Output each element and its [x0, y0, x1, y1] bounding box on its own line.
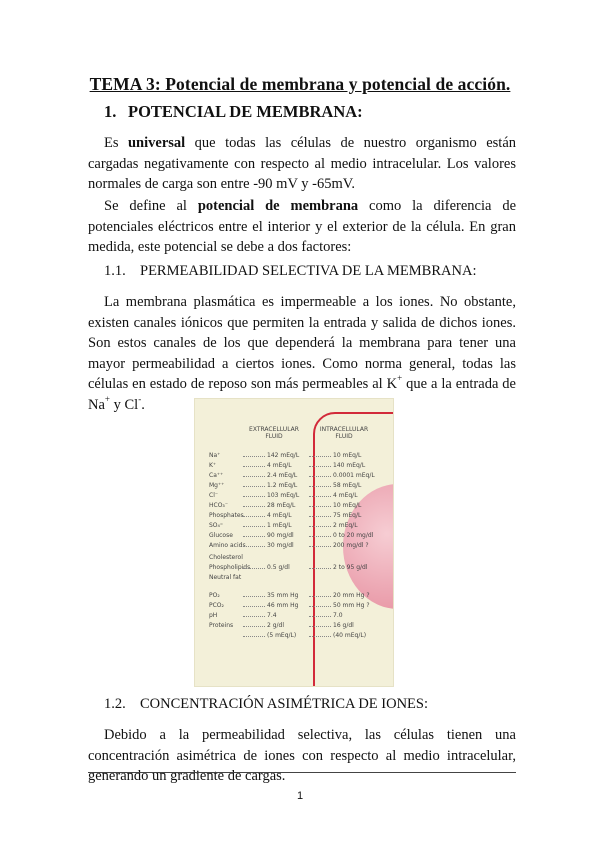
section-title: POTENCIAL DE MEMBRANA: [128, 102, 363, 121]
paragraph-text: que todas las células de nuestro organismo están cargadas negativamente con respecto al medio intracelular. Los valores normales de carga son entre -90 mV y -65mV. [88, 135, 517, 192]
ion-name: Mg⁺⁺ [209, 482, 225, 489]
subsection-title: PERMEABILIDAD SELECTIVA DE LA MEMBRANA: [140, 263, 477, 279]
intracellular-value: 4 mEq/L [333, 492, 358, 499]
ion-name: Na⁺ [209, 452, 221, 459]
leader-dots [309, 596, 331, 597]
ion-row [209, 501, 391, 511]
ion-row [209, 471, 391, 481]
leader-dots [243, 596, 265, 597]
leader-dots [243, 626, 265, 627]
leader-dots [309, 496, 331, 497]
ion-row [209, 531, 391, 541]
ion-name: Neutral fat [209, 574, 242, 581]
extracellular-header: EXTRACELLULAR FLUID [249, 426, 299, 440]
ion-concentration-figure [194, 398, 394, 687]
leader-dots [243, 606, 265, 607]
ion-row [209, 481, 391, 491]
paragraph-text: La membrana plasmática es impermeable a los iones. No obstante, existen canales iónicos que permiten la entrada y salida de dichos iones. Son estos canales de los que dependerá la membrana para tener una mayor permeabilidad a ciertos iones. Como norma general, todas las células en estado de reposo son más permeables al K [88, 294, 516, 392]
extracellular-value: 103 mEq/L [267, 492, 300, 499]
paragraph-universal [88, 133, 516, 195]
subsection-heading-permeabilidad [104, 263, 476, 280]
ion-row [209, 553, 391, 563]
intracellular-value: (40 mEq/L) [333, 632, 367, 639]
intracellular-value: 200 mg/dl ? [333, 542, 369, 549]
subsection-number: 1.2. [104, 696, 126, 712]
ion-name: Cl⁻ [209, 492, 219, 499]
ion-row [209, 541, 391, 551]
leader-dots [243, 456, 265, 457]
leader-dots [309, 516, 331, 517]
section-heading-potencial-membrana [104, 102, 363, 122]
leader-dots [243, 516, 265, 517]
superscript: + [397, 373, 403, 384]
extracellular-value: 4 mEq/L [267, 462, 292, 469]
intracellular-value: 58 mEq/L [333, 482, 362, 489]
intracellular-value: 50 mm Hg ? [333, 602, 370, 609]
leader-dots [309, 486, 331, 487]
leader-dots [309, 526, 331, 527]
paragraph-text: . [141, 396, 145, 413]
leader-dots [243, 636, 265, 637]
intracellular-value: 7.0 [333, 612, 343, 619]
bold-term: universal [127, 135, 186, 151]
ion-name: Amino acids [209, 542, 246, 549]
subsection-title: CONCENTRACIÓN ASIMÉTRICA DE IONES: [140, 696, 428, 712]
leader-dots [243, 526, 265, 527]
extracellular-value: 1 mEq/L [267, 522, 292, 529]
leader-dots [309, 616, 331, 617]
intracellular-value: 2 mEq/L [333, 522, 358, 529]
ion-row [209, 491, 391, 501]
extracellular-value: 142 mEq/L [267, 452, 300, 459]
leader-dots [309, 536, 331, 537]
leader-dots [243, 486, 265, 487]
leader-dots [243, 476, 265, 477]
ion-row [209, 621, 391, 631]
ion-name: SO₄⁼ [209, 522, 224, 529]
ion-row [209, 591, 391, 601]
ion-name: Phospholipids [209, 564, 251, 571]
extracellular-value: 2.4 mEq/L [267, 472, 298, 479]
extracellular-value: 90 mg/dl [267, 532, 294, 539]
ion-row [209, 451, 391, 461]
leader-dots [309, 506, 331, 507]
leader-dots [309, 626, 331, 627]
paragraph-definition [88, 196, 516, 258]
intracellular-value: 0 to 20 mg/dl [333, 532, 374, 539]
ion-name: K⁺ [209, 462, 217, 469]
extracellular-value: 7.4 [267, 612, 277, 619]
extracellular-value: 2 g/dl [267, 622, 285, 629]
intracellular-value: 75 mEq/L [333, 512, 362, 519]
ion-name: PCO₂ [209, 602, 224, 609]
leader-dots [309, 636, 331, 637]
ion-name: Cholesterol [209, 554, 243, 561]
leader-dots [309, 466, 331, 467]
extracellular-value: 35 mm Hg [267, 592, 299, 599]
intracellular-value: 140 mEq/L [333, 462, 366, 469]
ion-name: HCO₃⁻ [209, 502, 228, 509]
ion-row [209, 573, 391, 583]
subsection-number: 1.1. [104, 263, 126, 279]
intracellular-value: 2 to 95 g/dl [333, 564, 368, 571]
subsection-heading-concentracion [104, 696, 428, 713]
leader-dots [309, 606, 331, 607]
ion-name: pH [209, 612, 218, 619]
bold-term: potencial de membrana [197, 198, 359, 214]
ion-row [209, 563, 391, 573]
extracellular-value: 46 mm Hg [267, 602, 299, 609]
paragraph-permeabilidad [88, 292, 516, 415]
intracellular-value: 20 mm Hg ? [333, 592, 370, 599]
document-title: TEMA 3: Potencial de membrana y potencial de acción. [89, 74, 511, 94]
ion-row [209, 521, 391, 531]
section-number: 1. [104, 102, 117, 121]
leader-dots [309, 476, 331, 477]
intracellular-value: 16 g/dl [333, 622, 354, 629]
intracellular-header: INTRACELLULAR FLUID [319, 426, 369, 440]
paragraph-text: que a la entrada de Na [88, 376, 516, 413]
ion-row [209, 601, 391, 611]
leader-dots [243, 466, 265, 467]
extracellular-value: 4 mEq/L [267, 512, 292, 519]
extracellular-value: 28 mEq/L [267, 502, 296, 509]
extracellular-value: 30 mg/dl [267, 542, 294, 549]
leader-dots [309, 456, 331, 457]
leader-dots [243, 568, 265, 569]
intracellular-value: 10 mEq/L [333, 452, 362, 459]
ion-name: PO₂ [209, 592, 220, 599]
leader-dots [243, 506, 265, 507]
ion-row [209, 461, 391, 471]
extracellular-value: 1.2 mEq/L [267, 482, 298, 489]
ion-row [209, 511, 391, 521]
leader-dots [243, 616, 265, 617]
extracellular-value: (5 mEq/L) [267, 632, 297, 639]
leader-dots [243, 536, 265, 537]
superscript: - [138, 393, 142, 404]
leader-dots [309, 568, 331, 569]
ion-name: Proteins [209, 622, 234, 629]
intracellular-value: 0.0001 mEq/L [333, 472, 375, 479]
extracellular-value: 0.5 g/dl [267, 564, 290, 571]
leader-dots [243, 546, 265, 547]
ion-name: Glucose [209, 532, 233, 539]
leader-dots [309, 546, 331, 547]
paragraph-concentracion: Debido a la permeabilidad selectiva, las células tienen una concentración asimétrica de iones con respecto al medio intracelular, generando un gradiente de cargas. [88, 727, 516, 784]
ion-row [209, 611, 391, 621]
paragraph-text: y Cl [110, 396, 139, 413]
ion-name: Phosphates [209, 512, 244, 519]
paragraph-text: Es [104, 135, 128, 151]
superscript: + [104, 393, 110, 404]
leader-dots [243, 496, 265, 497]
paragraph-text: como la diferencia de potenciales eléctricos entre el interior y el exterior de la célula. En gran medida, este potencial se debe a dos factores: [88, 198, 516, 255]
ion-row [209, 631, 391, 641]
page-number: 1 [296, 790, 304, 802]
paragraph-text: Se define al [104, 198, 198, 214]
intracellular-value: 10 mEq/L [333, 502, 362, 509]
footer-divider [88, 772, 516, 773]
ion-name: Ca⁺⁺ [209, 472, 224, 479]
